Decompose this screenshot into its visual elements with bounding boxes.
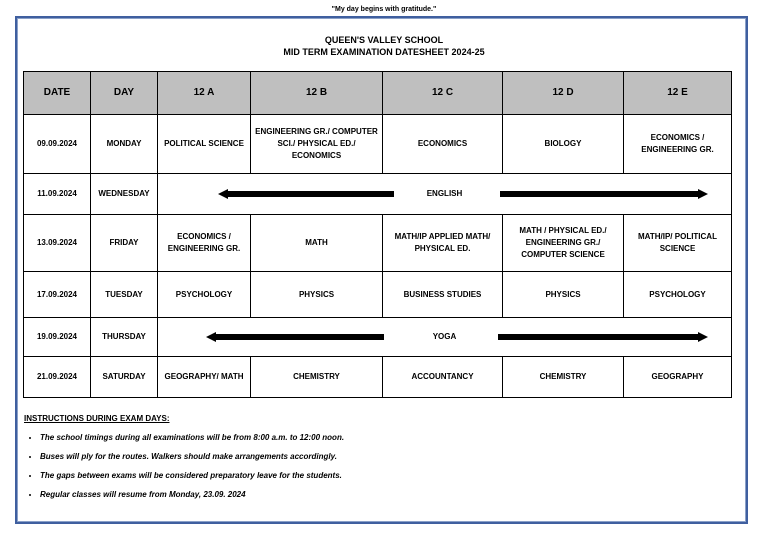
day-cell: WEDNESDAY — [91, 174, 158, 215]
table-row — [24, 174, 732, 215]
subject-cell-12b: PHYSICS — [251, 272, 383, 318]
date-cell: 21.09.2024 — [24, 357, 91, 398]
date-cell: 13.09.2024 — [24, 215, 91, 272]
common-subject-label: YOGA — [432, 332, 457, 341]
subject-cell-12d: PHYSICS — [503, 272, 624, 318]
subject-cell-12d: MATH / PHYSICAL ED./ ENGINEERING GR./ COMPUTER SCIENCE — [503, 215, 624, 272]
instruction-item: • The gaps between exams will be considered preparatory leave for the students. — [40, 470, 724, 481]
instruction-item: • Buses will ply for the routes. Walkers should make arrangements accordingly. — [40, 451, 724, 462]
instruction-item: • The school timings during all examinations will be from 8:00 a.m. to 12:00 noon. — [40, 432, 724, 443]
subject-cell-12b: MATH — [251, 215, 383, 272]
date-cell: 11.09.2024 — [24, 174, 91, 215]
day-cell: TUESDAY — [91, 272, 158, 318]
table-row — [24, 318, 732, 357]
day-cell: THURSDAY — [91, 318, 158, 357]
document-header — [0, 34, 768, 58]
column-header-date: DATE — [24, 72, 91, 115]
left-arrow-icon — [206, 334, 384, 340]
instructions-section — [24, 414, 724, 508]
subject-cell-12c: MATH/IP APPLIED MATH/ PHYSICAL ED. — [383, 215, 503, 272]
subject-cell-12e: GEOGRAPHY — [624, 357, 732, 398]
subject-cell-12e: MATH/IP/ POLITICAL SCIENCE — [624, 215, 732, 272]
subject-cell-12b: CHEMISTRY — [251, 357, 383, 398]
subject-cell-12e: PSYCHOLOGY — [624, 272, 732, 318]
common-subject-label: ENGLISH — [426, 189, 463, 198]
column-header-12e: 12 E — [624, 72, 732, 115]
column-header-12a: 12 A — [158, 72, 251, 115]
subject-cell-12a: POLITICAL SCIENCE — [158, 115, 251, 174]
column-header-12d: 12 D — [503, 72, 624, 115]
right-arrow-icon — [498, 334, 708, 340]
subject-cell-12e: ECONOMICS / ENGINEERING GR. — [624, 115, 732, 174]
table-row — [24, 272, 732, 318]
subject-cell-12d: CHEMISTRY — [503, 357, 624, 398]
common-subject-cell — [158, 318, 732, 357]
table-row — [24, 357, 732, 398]
instructions-list — [24, 432, 724, 500]
instructions-title: INSTRUCTIONS DURING EXAM DAYS: — [24, 414, 170, 423]
datesheet-title: MID TERM EXAMINATION DATESHEET 2024-25 — [283, 47, 485, 57]
column-header-12b: 12 B — [251, 72, 383, 115]
left-arrow-icon — [218, 191, 394, 197]
instruction-item: • Regular classes will resume from Monday, 23.09. 2024 — [40, 489, 724, 500]
date-cell: 19.09.2024 — [24, 318, 91, 357]
motto: "My day begins with gratitude." — [331, 6, 437, 13]
common-subject-cell — [158, 174, 732, 215]
subject-cell-12a: GEOGRAPHY/ MATH — [158, 357, 251, 398]
school-name: QUEEN'S VALLEY SCHOOL — [324, 35, 444, 45]
table-header-row — [24, 72, 732, 115]
table-row — [24, 115, 732, 174]
day-cell: FRIDAY — [91, 215, 158, 272]
date-cell: 09.09.2024 — [24, 115, 91, 174]
right-arrow-icon — [500, 191, 708, 197]
column-header-12c: 12 C — [383, 72, 503, 115]
subject-cell-12d: BIOLOGY — [503, 115, 624, 174]
subject-cell-12b: ENGINEERING GR./ COMPUTER SCI./ PHYSICAL ED./ ECONOMICS — [251, 115, 383, 174]
day-cell: SATURDAY — [91, 357, 158, 398]
subject-cell-12c: BUSINESS STUDIES — [383, 272, 503, 318]
table-row — [24, 215, 732, 272]
subject-cell-12c: ECONOMICS — [383, 115, 503, 174]
date-cell: 17.09.2024 — [24, 272, 91, 318]
subject-cell-12a: PSYCHOLOGY — [158, 272, 251, 318]
datesheet-table — [23, 71, 732, 398]
subject-cell-12c: ACCOUNTANCY — [383, 357, 503, 398]
subject-cell-12a: ECONOMICS / ENGINEERING GR. — [158, 215, 251, 272]
day-cell: MONDAY — [91, 115, 158, 174]
column-header-day: DAY — [91, 72, 158, 115]
